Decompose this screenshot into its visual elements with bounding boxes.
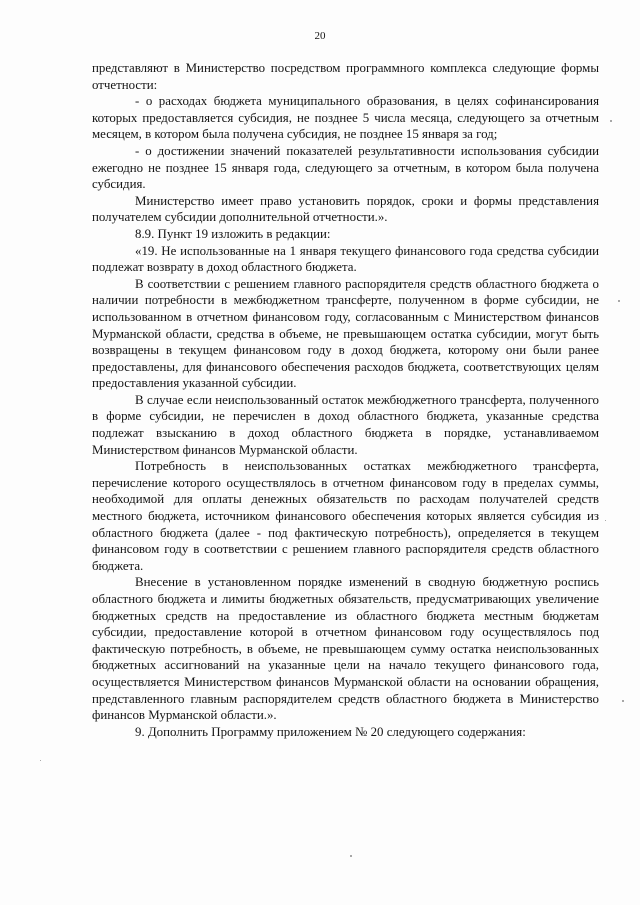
scan-speck [610, 120, 612, 122]
scan-speck [622, 700, 624, 702]
paragraph-performance-indicators: - о достижении значений показателей результативности использования субсидии ежегодно не позднее 15 января года, следующего за отчетным, в котором была получена субсидия. [92, 143, 599, 192]
page-number: 20 [314, 30, 326, 42]
paragraph-reporting-forms: представляют в Министерство посредством программного комплекса следующие формы отчетности: [92, 61, 599, 92]
scan-speck [40, 760, 41, 761]
document-body [92, 60, 599, 740]
scan-speck [605, 520, 606, 521]
paragraph-clause-19: «19. Не использованные на 1 января текущего финансового года средства субсидии подлежат возврату в доход областного бюджета. [92, 243, 599, 275]
paragraph-recovery: В случае если неиспользованный остаток межбюджетного трансферта, полученного в форме субсидии, не перечислен в доход областного бюджета, указанные средства подлежат взысканию в доход областного бюджета в порядке, устанавливаемом Министерством финансов Мурманской области. [92, 392, 599, 457]
scan-speck [618, 300, 620, 302]
paragraph-budget-changes: Внесение в установленном порядке изменений в сводную бюджетную роспись областного бюджета и лимиты бюджетных обязательств, предусматривающих увеличение бюджетных средств на предоставление из областного бюджета местным бюджетам субсидии, предоставление которой в отчетном финансовом году осуществлялось под фактическую потребность, в объеме, не превышающем сумму остатка неиспользованных бюджетных ассигнований на указанные цели на начало текущего финансового года, осуществляется Министерством финансов Мурманской области на основании обращения, представленного главным распорядителем средств областного бюджета в Министерство финансов Мурманской области.». [92, 575, 599, 723]
paragraph-appendix-20: 9. Дополнить Программу приложением № 20 следующего содержания: [135, 724, 526, 739]
paragraph-ministry-rights: Министерство имеет право установить порядок, сроки и формы представления получателем субсидии дополнительной отчетности.». [92, 193, 599, 225]
paragraph-need-determination: Потребность в неиспользованных остатках межбюджетного трансферта, перечисление которого осуществлялось в отчетном финансовом году в пределах суммы, необходимой для оплаты денежных обязательств по расходам получателей средств местного бюджета, источником финансового обеспечения которых является субсидия из областного бюджета (далее - под фактическую потребность), определяется в текущем финансовом году в соответствии с решением главного распорядителя средств областного бюджета. [92, 459, 599, 573]
scan-speck [350, 855, 352, 857]
paragraph-return-decision: В соответствии с решением главного распорядителя средств областного бюджета о наличии потребности в межбюджетном трансферте, полученном в форме субсидии, не использованном в отчетном финансовом году, согласованным с Министерством финансов Мурманской области, средства в объеме, не превышающем остатка субсидии, могут быть возвращены в текущем финансовом году в доход бюджета, которому они были ранее предоставлены, для финансового обеспечения расходов бюджета, соответствующих целям предоставления указанной субсидии. [92, 276, 599, 391]
paragraph-budget-expenses: - о расходах бюджета муниципального образования, в целях софинансирования которых предоставляется субсидия, не позднее 5 числа месяца, следующего за отчетным месяцем, в котором была получена субсидия, не позднее 15 января за год; [92, 94, 599, 142]
paragraph-clause-8-9: 8.9. Пункт 19 изложить в редакции: [135, 226, 331, 241]
